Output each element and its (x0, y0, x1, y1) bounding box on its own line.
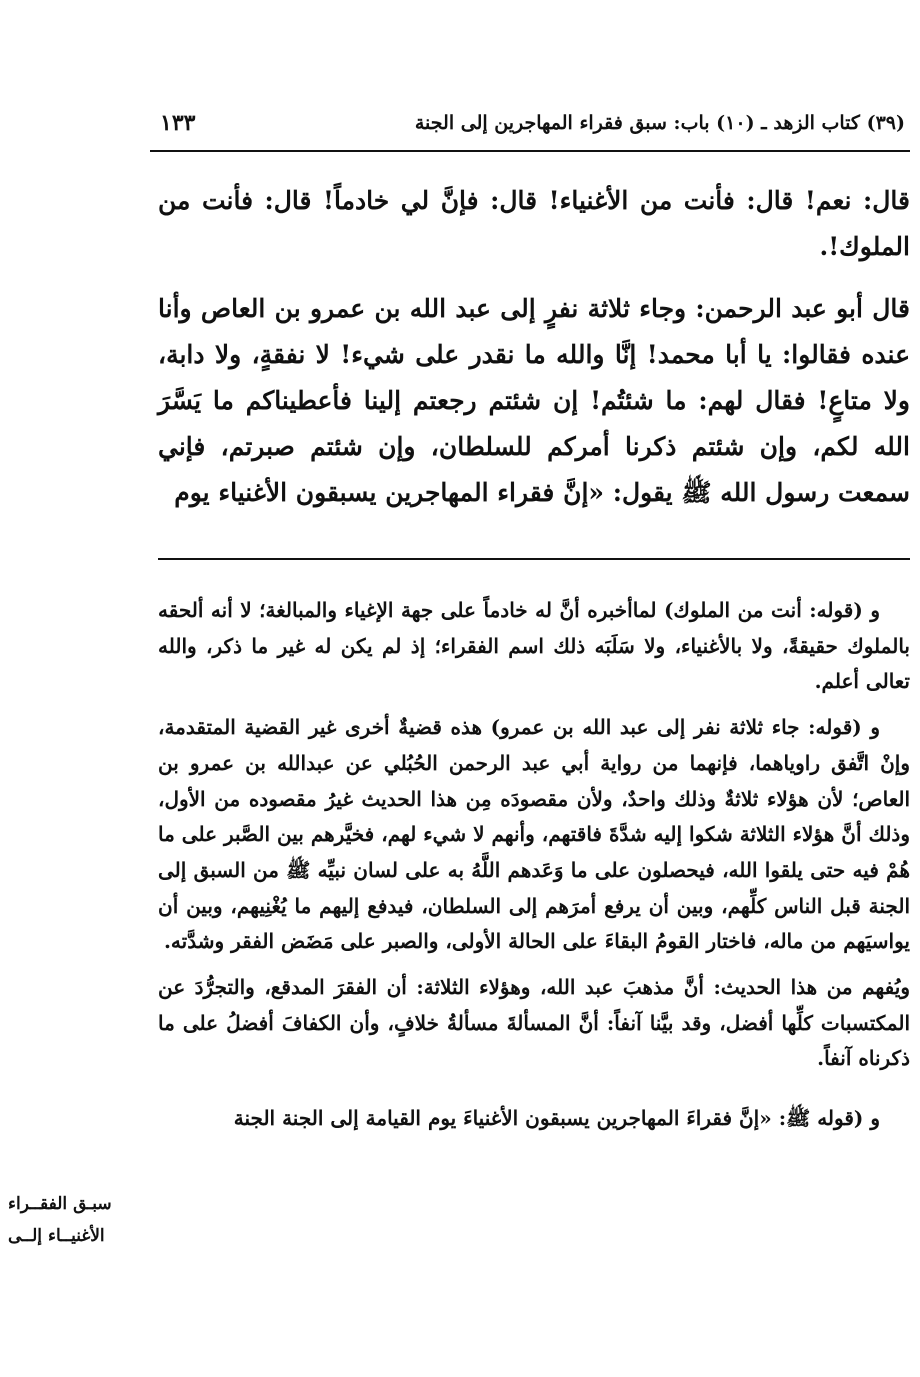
chapter-title: (٣٩) كتاب الزهد ـ (١٠) باب: سبق فقراء المهاجرين إلى الجنة (414, 112, 905, 134)
margin-note-line: الأغنيــاء إلــى (8, 1226, 105, 1246)
page-number: ١٣٣ (160, 110, 196, 136)
divider (158, 558, 910, 560)
paragraph: قال أبو عبد الرحمن: وجاء ثلاثة نفرٍ إلى عبد الله بن عمرو بن العاص وأنا عنده فقالوا: يا أبا محمد! إنَّا والله ما نقدر على شيء! لا نفقةٍ، ولا دابة، ولا متاعٍ! فقال لهم: ما شئتُم! إن شئتم رجعتم إلينا فأعطيناكم ما يَسَّرَ الله لكم، وإن شئتم ذكرنا أمركم للسلطان، وإن شئتم صبرتم، فإني سمعت رسول الله ﷺ يقول: «إنَّ فقراء المهاجرين يسبقون الأغنياء يوم (158, 294, 910, 507)
margin-note-line: سبـق الفقــراء (8, 1194, 112, 1214)
paragraph: قال: نعم! قال: فأنت من الأغنياء! قال: فإنَّ لي خادماً! قال: فأنت من الملوك!. (158, 186, 910, 261)
commentary-paragraph: ويُفهم من هذا الحديث: أنَّ مذهبَ عبد الله، وهؤلاء الثلاثة: أن الفقرَ المدقع، والتجرُّدَ عن المكتسبات كلِّها أفضل، وقد بيَّنا آنفاً: أنَّ المسألةَ مسألةُ خلافٍ، وأن الكفافَ أفضلُ على ما ذكرناه آنفاً. (158, 975, 910, 1071)
commentary-paragraph: و (قوله: جاء ثلاثة نفر إلى عبد الله بن عمرو) هذه قضيةٌ أخرى غير القضية المتقدمة، وإنْ اتَّفق راوياهما، فإنهما من رواية أبي عبد الرحمن الحُبُلي عن عبدالله بن عمرو بن العاص؛ لأن هؤلاء ثلاثةٌ وذلك واحدٌ، ولأن مقصودَه مِن هذا الحديث غيرُ مقصوده من الأول، وذلك أنَّ هؤلاء الثلاثة شكوا إليه شدَّةَ فاقتهم، وأنهم لا شيء لهم، فخيَّرهم بين الصَّبر على ما هُمْ فيه حتى يلقوا الله، فيحصلون على ما وَعَدهم اللَّهُ به على لسان نبيِّه ﷺ من السبق إلى الجنة قبل الناس كلِّهم، وبين أن يرفع أمرَهم إلى السلطان، فيدفع إليهم ما يُغْنِيهم، وبين أن يواسيَهم من ماله، فاختار القومُ البقاءَ على الحالة الأولى، والصبر على مَضَض الفقر وشدَّته. (158, 715, 911, 954)
page-header (150, 112, 910, 152)
margin-note (8, 1188, 148, 1252)
commentary (158, 593, 910, 1147)
commentary-paragraph: و (قوله ﷺ: «إنَّ فقراءَ المهاجرين يسبقون الأغنياءَ يوم القيامة إلى الجنة الجنة (233, 1106, 880, 1131)
hadith-text (158, 178, 910, 532)
commentary-paragraph: و (قوله: أنت من الملوك) لماأخبره أنَّ له خادماً على جهة الإغياء والمبالغة؛ لا أنه ألحقه بالملوك حقيقةً، ولا بالأغنياء، ولا سَلَبَه ذلك اسم الفقراء؛ إذ لم يكن له غير ما ذكر، والله تعالى أعلم. (158, 598, 910, 694)
